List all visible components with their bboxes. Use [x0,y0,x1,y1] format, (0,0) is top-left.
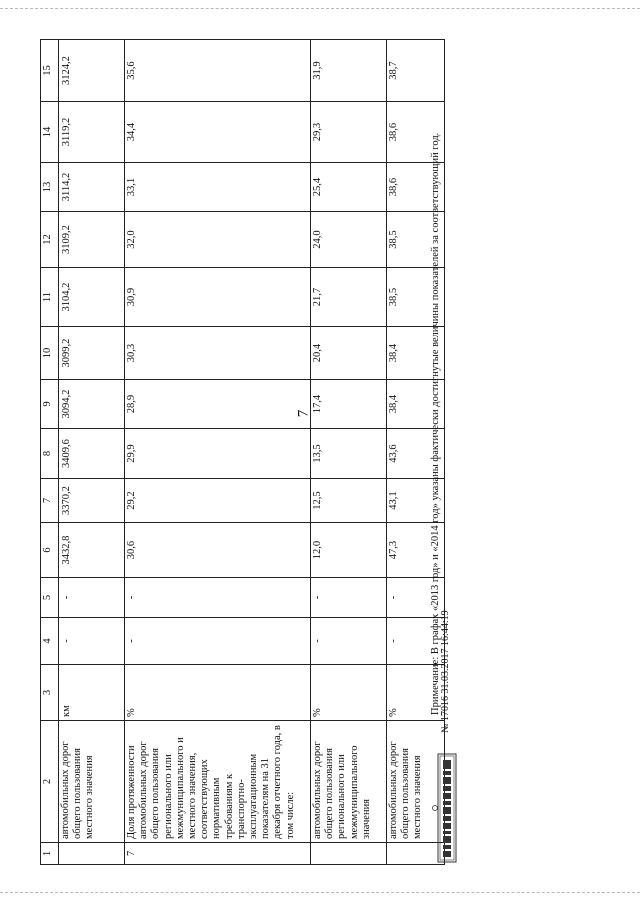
value-cell: 3432,8 [59,523,125,578]
header-row [41,40,59,865]
indicators-table [40,39,445,865]
header-cell: 3 [41,665,59,721]
value-cell: 3104,2 [59,268,125,327]
value-cell: 28,9 [125,380,311,429]
header-cell: 7 [41,479,59,523]
value-cell: - [125,618,311,665]
page-number: 7 [295,409,312,418]
table-row [125,40,311,865]
value-cell: - [59,618,125,665]
value-cell: 30,6 [125,523,311,578]
header-cell: 14 [41,102,59,163]
value-cell: 3370,2 [59,479,125,523]
value-cell: 3094,2 [59,380,125,429]
value-cell: 25,4 [311,163,387,212]
row-number [311,843,387,865]
value-cell: 38,4 [387,327,445,380]
scan-edge-bottom [0,892,640,893]
header-cell: 10 [41,327,59,380]
value-cell: 3109,2 [59,212,125,268]
header-cell: 6 [41,523,59,578]
table-row [311,40,387,865]
value-cell: 29,2 [125,479,311,523]
value-cell: 47,3 [387,523,445,578]
header-cell: 13 [41,163,59,212]
value-cell: - [387,618,445,665]
value-cell: 12,5 [311,479,387,523]
registration-stamp: № 17016 31.03.2017 16:44:19 [440,610,451,733]
footnote: Примечание: В графах «2013 год» и «2014 год» указаны фактически достигнутые величины показателей за соответствующий год. [430,132,441,715]
scan-edge-top [0,8,640,9]
header-cell: 9 [41,380,59,429]
header-cell: 4 [41,618,59,665]
header-cell: 2 [41,721,59,843]
value-cell: 30,9 [125,268,311,327]
value-cell: 35,6 [125,40,311,102]
row-number: 7 [125,843,311,865]
value-cell: 32,0 [125,212,311,268]
value-cell: 24,0 [311,212,387,268]
value-cell: 38,6 [387,163,445,212]
value-cell: 31,9 [311,40,387,102]
header-cell: 1 [41,843,59,865]
unit-cell: % [125,665,311,721]
unit-cell: % [311,665,387,721]
value-cell: - [59,578,125,618]
value-cell: 3119,2 [59,102,125,163]
indicator-name: автомобильных дорог общего пользования регионального или межмуниципального значения [311,721,387,843]
value-cell: - [311,618,387,665]
value-cell: 3124,2 [59,40,125,102]
rotated-page-content [40,40,460,865]
value-cell: 3114,2 [59,163,125,212]
value-cell: 38,7 [387,40,445,102]
value-cell: 29,9 [125,429,311,479]
value-cell: 33,1 [125,163,311,212]
header-cell: 12 [41,212,59,268]
value-cell: 43,6 [387,429,445,479]
unit-cell: % [387,665,445,721]
header-cell: 5 [41,578,59,618]
value-cell: 20,4 [311,327,387,380]
indicator-name: автомобильных дорог общего пользования местного значения [59,721,125,843]
value-cell: 13,5 [311,429,387,479]
value-cell: - [311,578,387,618]
value-cell: 3409,6 [59,429,125,479]
e-signature-stamp-icon [432,753,458,863]
value-cell: 38,4 [387,380,445,429]
value-cell: 43,1 [387,479,445,523]
value-cell: 38,5 [387,212,445,268]
value-cell: 21,7 [311,268,387,327]
indicator-name: Доля протяженности автомобильных дорог общего пользования регионального или межмуниципального и местного значения, соответствующих нормативным требованиям к транспортно-эксплуатационным показателям на 31 декабря отчетного года, в том числе: [125,721,311,843]
value-cell: 29,3 [311,102,387,163]
value-cell: 38,6 [387,102,445,163]
value-cell: - [387,578,445,618]
header-cell: 11 [41,268,59,327]
unit-cell: км [59,665,125,721]
header-cell: 15 [41,40,59,102]
header-cell: 8 [41,429,59,479]
value-cell: 17,4 [311,380,387,429]
value-cell: 38,5 [387,268,445,327]
row-number [59,843,125,865]
table-row [59,40,125,865]
value-cell: - [125,578,311,618]
value-cell: 34,4 [125,102,311,163]
value-cell: 12,0 [311,523,387,578]
value-cell: 3099,2 [59,327,125,380]
indicator-name: автомобильных дорог общего пользования местного значения [387,721,445,843]
value-cell: 30,3 [125,327,311,380]
